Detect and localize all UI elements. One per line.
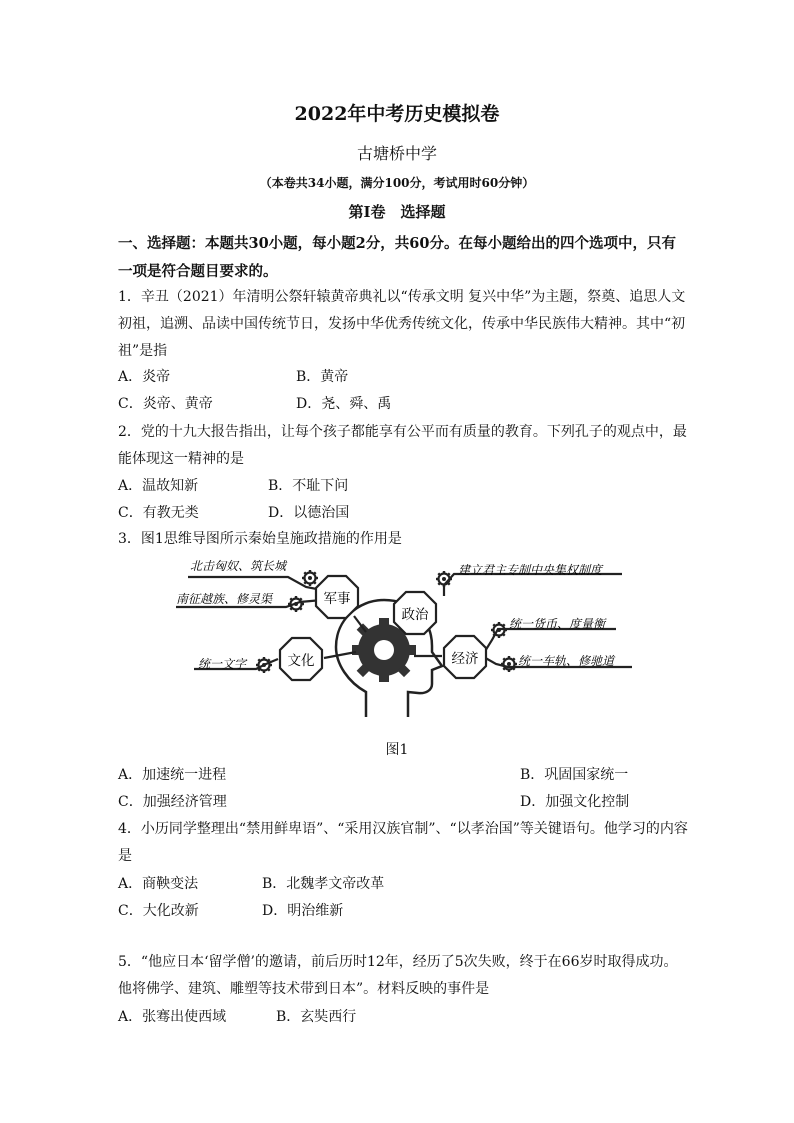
exam-note: （本卷共34小题，满分100分，考试用时60分钟） [259,176,535,190]
question-5-option-b: B．玄奘西行 [276,1009,357,1025]
part1-instructions: 一、选择题：本题共30小题，每小题2分，共60分。在每小题给出的四个选项中，只有一项是符合题目要求的。 [118,235,676,280]
question-5-option-a: A．张骞出使西域 [118,1009,227,1025]
school-name: 古塘桥中学 [356,144,437,163]
node-military-label: 军事 [323,591,351,607]
question-4-option-a: A．商鞅变法 [118,876,199,892]
label-military-1: 北击匈奴、筑长城 [190,559,287,573]
gear-icon [436,571,452,587]
label-economy-2: 统一车轨、修驰道 [518,654,615,668]
node-politics-label: 政治 [401,607,429,623]
question-3-option-b: B．巩固国家统一 [520,767,629,783]
node-economy [444,636,486,678]
figure-caption: 图1 [385,742,409,758]
question-4-option-d: D．明治维新 [262,903,344,919]
question-2-option-b: B．不耻下问 [268,478,349,494]
question-1-option-b: B．黄帝 [296,369,349,385]
question-1-stem: 1．辛丑（2021）年清明公祭轩辕黄帝典礼以“传承文明 复兴中华”为主题，祭奠、追思人文初祖，追溯、品读中国传统节日，发扬中华优秀传统文化，传承中华民族伟大精神。其中“初祖”是指 [118,289,686,359]
question-1-option-d: D．尧、舜、禹 [296,396,392,412]
node-politics [394,592,436,634]
question-5-stem: 5．“他应日本‘留学僧’的邀请，前后历时12年，经历了5次失败，终于在66岁时取得成功。他将佛学、建筑、雕塑等技术带到日本”。材料反映的事件是 [118,954,678,997]
gear-icon [288,596,304,612]
question-2-option-d: D．以德治国 [268,505,350,521]
question-1-option-c: C．炎帝、黄帝 [118,396,213,412]
exam-title: 2022年中考历史模拟卷 [294,103,500,125]
gear-icon [491,622,507,638]
question-3-option-a: A．加速统一进程 [118,767,227,783]
label-culture-1: 统一文字 [198,657,247,671]
question-3-option-c: C．加强经济管理 [118,794,227,810]
label-military-2: 南征越族、修灵渠 [176,592,273,606]
question-2-option-a: A．温故知新 [118,478,199,494]
question-2-stem: 2．党的十九大报告指出，让每个孩子都能享有公平而有质量的教育。下列孔子的观点中，最能体现这一精神的是 [118,424,687,467]
mind-map-figure [176,552,636,732]
node-military [316,576,358,618]
question-4-option-c: C．大化改新 [118,903,199,919]
gear-icon [501,656,517,672]
question-4-option-b: B．北魏孝文帝改革 [262,876,385,892]
gear-icon [256,657,272,673]
question-3-stem: 3．图1思维导图所示秦始皇施政措施的作用是 [118,531,402,547]
section-heading: 第Ⅰ卷 选择题 [348,203,446,221]
question-4-stem: 4．小历同学整理出“禁用鲜卑语”、“采用汉族官制”、“以孝治国”等关键语句。他学习的内容是 [118,821,688,864]
gear-icon [302,570,318,586]
question-3-option-d: D．加强文化控制 [520,794,630,810]
question-1-option-a: A．炎帝 [118,369,171,385]
node-culture [280,638,322,680]
node-culture-label: 文化 [287,653,315,669]
label-politics-1: 建立君主专制中央集权制度 [458,563,603,577]
node-economy-label: 经济 [451,651,479,667]
label-economy-1: 统一货币、度量衡 [509,617,606,631]
question-2-option-c: C．有教无类 [118,505,199,521]
